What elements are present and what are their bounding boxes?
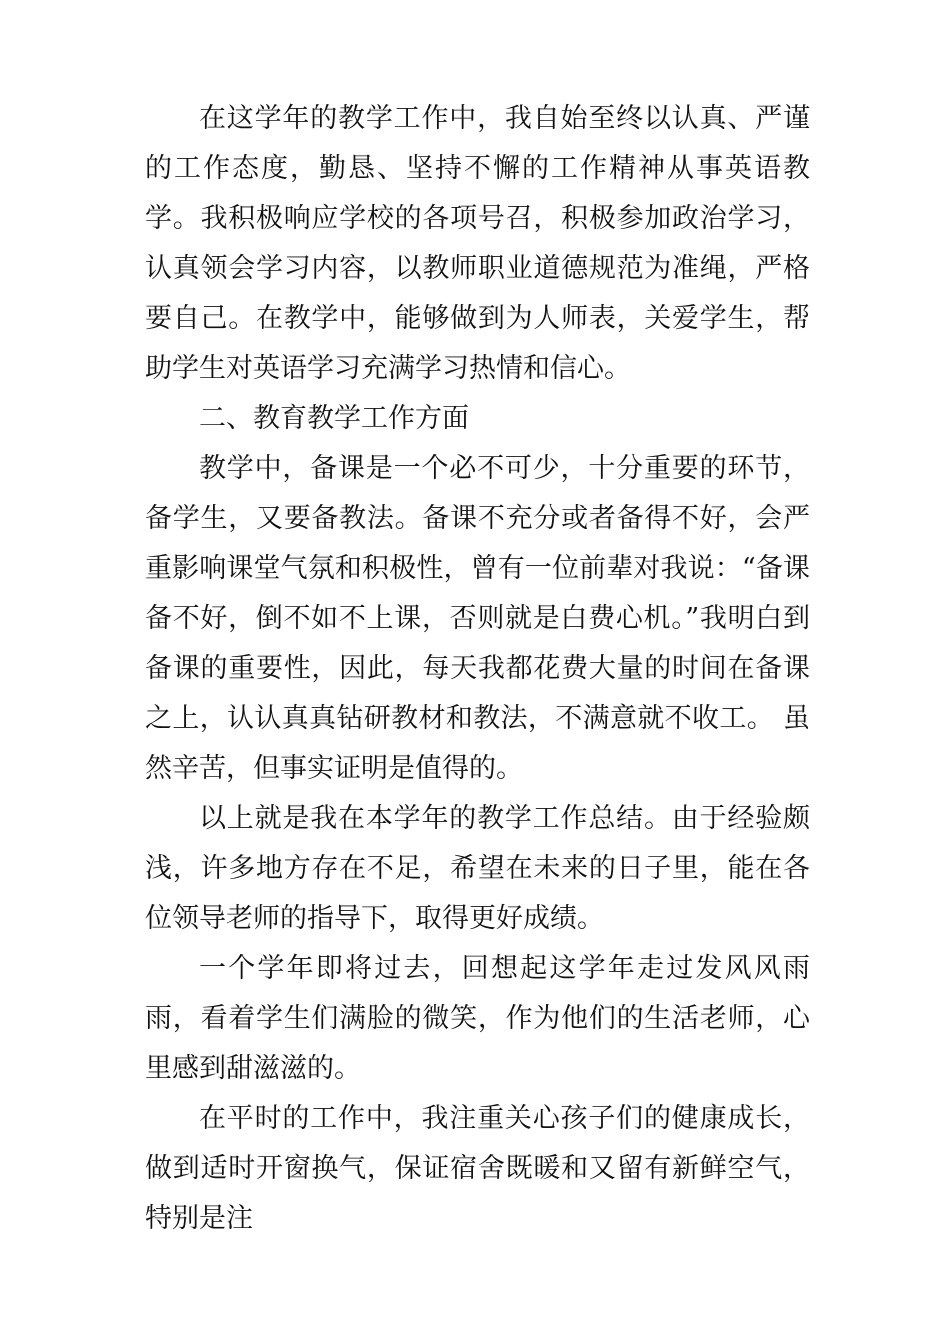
document-body xyxy=(145,94,810,1244)
paragraph-teaching-attitude: 在这学年的教学工作中，我自始至终以认真、严谨的工作态度，勤恳、坚持不懈的工作精神从事英语教学。我积极响应学校的各项号召，积极参加政治学习，认真领会学习内容，以教师职业道德规范为准绳，严格要自己。在教学中，能够做到为人师表，关爱学生，帮助学生对英语学习充满学习热情和信心。 xyxy=(145,103,810,384)
paragraph-school-year-reflection: 一个学年即将过去，回想起这学年走过发风风雨雨，看着学生们满脸的微笑，作为他们的生活老师，心里感到甜滋滋的。 xyxy=(145,953,810,1084)
section-heading-education-teaching: 二、教育教学工作方面 xyxy=(199,403,469,434)
paragraph-lesson-preparation: 教学中，备课是一个必不可少，十分重要的环节，备学生，又要备教法。备课不充分或者备得不好，会严重影响课堂气氛和积极性，曾有一位前辈对我说：“备课 备不好，倒不如不上课，否则就是白费心机。”我明白到备课的重要性，因此，每天我都花费大量的时间在备课之上，认认真真钻研教材和教法，不满意就不收工。 虽然辛苦，但事实证明是值得的。 xyxy=(145,453,810,784)
paragraph-summary: 以上就是我在本学年的教学工作总结。由于经验颇浅，许多地方存在不足，希望在未来的日子里，能在各位领导老师的指导下，取得更好成绩。 xyxy=(145,803,810,934)
paragraph-daily-care: 在平时的工作中，我注重关心孩子们的健康成长，做到适时开窗换气，保证宿舍既暖和又留有新鲜空气，特别是注 xyxy=(145,1103,810,1234)
